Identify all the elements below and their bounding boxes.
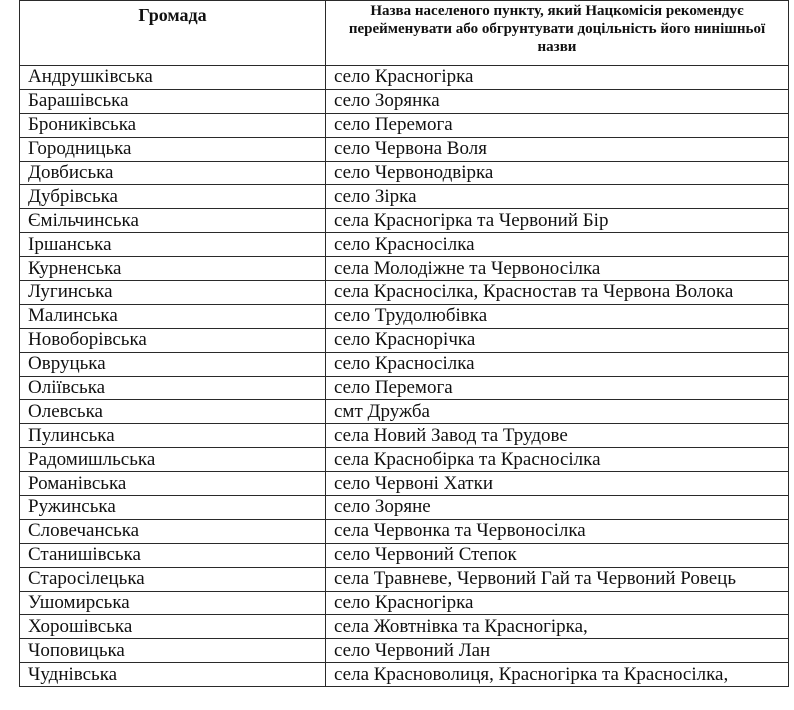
header-settlement: Назва населеного пункту, який Нацкомісія рекомендує перейменувати або обгрунтувати доцільність його нинішньої назви <box>326 1 789 66</box>
community-cell: Ушомирська <box>20 591 326 615</box>
settlement-cell: село Червоний Лан <box>326 639 789 663</box>
community-cell: Старосілецька <box>20 567 326 591</box>
table-row <box>20 400 789 424</box>
community-cell: Овруцька <box>20 352 326 376</box>
table-row <box>20 89 789 113</box>
table-row <box>20 257 789 281</box>
table-row <box>20 66 789 90</box>
table-row <box>20 567 789 591</box>
table-body <box>20 66 789 687</box>
table-row <box>20 352 789 376</box>
community-cell: Оліївська <box>20 376 326 400</box>
settlement-cell: село Червонодвірка <box>326 161 789 185</box>
settlement-cell: села Красноволиця, Красногірка та Красносілка, <box>326 663 789 687</box>
settlement-cell: село Красносілка <box>326 233 789 257</box>
settlement-cell: смт Дружба <box>326 400 789 424</box>
table-row <box>20 137 789 161</box>
community-cell: Станишівська <box>20 543 326 567</box>
community-cell: Городницька <box>20 137 326 161</box>
table-row <box>20 639 789 663</box>
community-cell: Малинська <box>20 304 326 328</box>
settlement-cell: село Красносілка <box>326 352 789 376</box>
settlement-cell: села Молодіжне та Червоносілка <box>326 257 789 281</box>
community-cell: Пулинська <box>20 424 326 448</box>
community-cell: Барашівська <box>20 89 326 113</box>
settlement-cell: село Красногірка <box>326 66 789 90</box>
settlement-cell: села Красносілка, Красностав та Червона Волока <box>326 281 789 305</box>
renaming-table <box>19 0 789 687</box>
community-cell: Ружинська <box>20 496 326 520</box>
table-row <box>20 209 789 233</box>
community-cell: Чоповицька <box>20 639 326 663</box>
community-cell: Лугинська <box>20 281 326 305</box>
settlement-cell: село Червоний Степок <box>326 543 789 567</box>
table-row <box>20 472 789 496</box>
settlement-cell: село Перемога <box>326 113 789 137</box>
community-cell: Чуднівська <box>20 663 326 687</box>
community-cell: Іршанська <box>20 233 326 257</box>
community-cell: Брониківська <box>20 113 326 137</box>
settlement-cell: село Зорянка <box>326 89 789 113</box>
table-row <box>20 543 789 567</box>
table-row <box>20 161 789 185</box>
settlement-cell: села Червонка та Червоносілка <box>326 519 789 543</box>
settlement-cell: село Краснорічка <box>326 328 789 352</box>
table-header-row <box>20 1 789 66</box>
table-row <box>20 113 789 137</box>
settlement-cell: село Червона Воля <box>326 137 789 161</box>
table-row <box>20 233 789 257</box>
community-cell: Андрушківська <box>20 66 326 90</box>
table-row <box>20 185 789 209</box>
community-cell: Ємільчинська <box>20 209 326 233</box>
community-cell: Радомишльська <box>20 448 326 472</box>
settlement-cell: села Красногірка та Червоний Бір <box>326 209 789 233</box>
settlement-cell: село Перемога <box>326 376 789 400</box>
table-row <box>20 615 789 639</box>
community-cell: Романівська <box>20 472 326 496</box>
community-cell: Дубрівська <box>20 185 326 209</box>
settlement-cell: село Зоряне <box>326 496 789 520</box>
table-row <box>20 519 789 543</box>
settlement-cell: села Травневе, Червоний Гай та Червоний Ровець <box>326 567 789 591</box>
table-row <box>20 304 789 328</box>
settlement-cell: село Червоні Хатки <box>326 472 789 496</box>
community-cell: Олевська <box>20 400 326 424</box>
community-cell: Хорошівська <box>20 615 326 639</box>
table-row <box>20 424 789 448</box>
settlement-cell: села Жовтнівка та Красногірка, <box>326 615 789 639</box>
table-row <box>20 328 789 352</box>
community-cell: Довбиська <box>20 161 326 185</box>
table-row <box>20 281 789 305</box>
community-cell: Новоборівська <box>20 328 326 352</box>
settlement-cell: села Краснобірка та Красносілка <box>326 448 789 472</box>
settlement-cell: села Новий Завод та Трудове <box>326 424 789 448</box>
community-cell: Курненська <box>20 257 326 281</box>
table-row <box>20 496 789 520</box>
table-row <box>20 448 789 472</box>
community-cell: Словечанська <box>20 519 326 543</box>
table-row <box>20 376 789 400</box>
header-community: Громада <box>20 1 326 66</box>
table-row <box>20 591 789 615</box>
settlement-cell: село Зірка <box>326 185 789 209</box>
settlement-cell: село Красногірка <box>326 591 789 615</box>
settlement-cell: село Трудолюбівка <box>326 304 789 328</box>
table-row <box>20 663 789 687</box>
